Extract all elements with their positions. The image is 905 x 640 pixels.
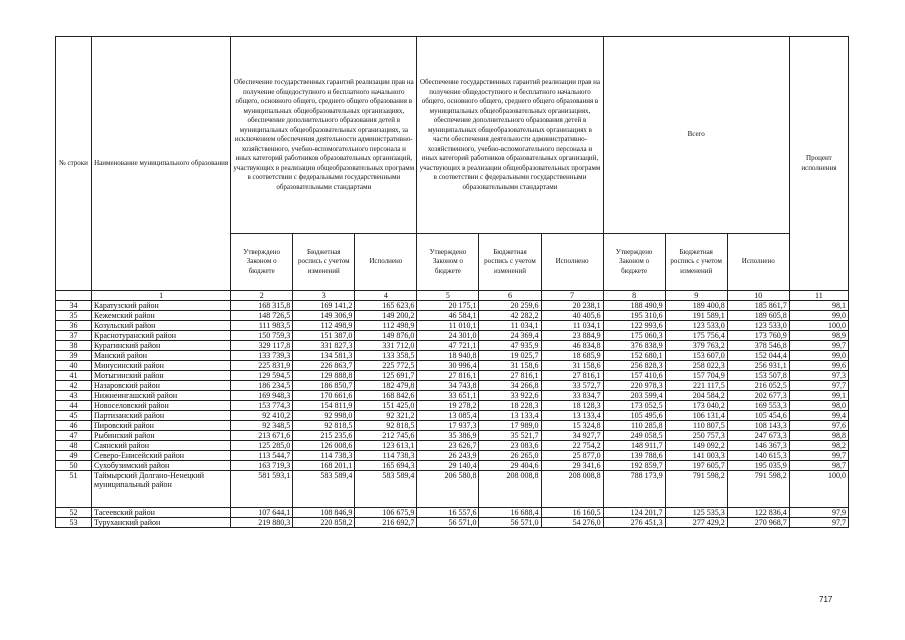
value-cell: 13 133,4	[479, 411, 541, 421]
value-cell: 175 060,3	[603, 331, 665, 341]
table-row	[56, 341, 849, 351]
column-number: 10	[727, 291, 789, 301]
value-cell: 146 367,3	[727, 441, 789, 451]
value-cell: 13 133,4	[541, 411, 603, 421]
column-number: 2	[231, 291, 293, 301]
value-cell: 29 341,6	[541, 461, 603, 471]
percent-cell: 97,7	[789, 518, 848, 528]
value-cell: 197 605,7	[665, 461, 727, 471]
table-row	[56, 361, 849, 371]
subheader-executed: Исполнено	[355, 234, 417, 291]
municipality-name-cell: Манский район	[92, 351, 231, 361]
value-cell: 157 410,6	[603, 371, 665, 381]
percent-cell: 98,0	[789, 401, 848, 411]
value-cell: 106 131,4	[665, 411, 727, 421]
value-cell: 92 321,2	[355, 411, 417, 421]
subheader-approved: Утверждено Законом о бюджете	[231, 234, 293, 291]
municipality-name-cell: Козульский район	[92, 321, 231, 331]
value-cell: 27 816,1	[541, 371, 603, 381]
table-row	[56, 381, 849, 391]
value-cell: 189 605,8	[727, 311, 789, 321]
value-cell: 329 117,8	[231, 341, 293, 351]
row-number-cell: 35	[56, 311, 92, 321]
header-group-teaching-staff: Обеспечение государственных гарантий реализации прав на получение общедоступного и бесплатного начального общего, основного общего, среднего общего образования в муниципальных общеобразовательных организациях, обеспечение дополнительного образования детей в муниципальных общеобразовательных организациях, за исключением обеспечения деятельности административно-хозяйственного, учебно-вспомогательного персонала и иных категорий работников образовательных организаций, участвующих в реализации общеобразовательных программ в соответствии с федеральными государственными образовательными стандартами	[231, 37, 417, 234]
value-cell: 250 757,3	[665, 431, 727, 441]
value-cell: 106 675,9	[355, 508, 417, 518]
value-cell: 154 811,9	[293, 401, 355, 411]
row-number-cell: 36	[56, 321, 92, 331]
value-cell: 34 927,7	[541, 431, 603, 441]
row-number-cell: 48	[56, 441, 92, 451]
row-number-cell: 37	[56, 331, 92, 341]
value-cell: 11 034,1	[541, 321, 603, 331]
column-number	[56, 291, 92, 301]
municipality-name-cell: Партизанский район	[92, 411, 231, 421]
value-cell: 169 141,2	[293, 301, 355, 311]
value-cell: 40 405,6	[541, 311, 603, 321]
value-cell: 188 490,9	[603, 301, 665, 311]
value-cell: 123 533,0	[665, 321, 727, 331]
value-cell: 25 877,0	[541, 451, 603, 461]
table-row	[56, 301, 849, 311]
value-cell: 18 128,3	[541, 401, 603, 411]
value-cell: 105 495,6	[603, 411, 665, 421]
value-cell: 173 052,5	[603, 401, 665, 411]
header-row-number: № строки	[56, 37, 92, 291]
value-cell: 125 535,3	[665, 508, 727, 518]
row-number-cell: 41	[56, 371, 92, 381]
value-cell: 151 425,0	[355, 401, 417, 411]
value-cell: 185 861,7	[727, 301, 789, 311]
value-cell: 46 584,1	[417, 311, 479, 321]
table-row	[56, 508, 849, 518]
value-cell: 108 846,9	[293, 508, 355, 518]
value-cell: 203 599,4	[603, 391, 665, 401]
value-cell: 213 671,6	[231, 431, 293, 441]
municipality-name-cell: Курагинский район	[92, 341, 231, 351]
value-cell: 33 834,7	[541, 391, 603, 401]
percent-cell: 100,0	[789, 321, 848, 331]
value-cell: 27 816,1	[417, 371, 479, 381]
value-cell: 92 998,0	[293, 411, 355, 421]
percent-cell: 98,2	[789, 441, 848, 451]
value-cell: 24 301,0	[417, 331, 479, 341]
value-cell: 149 092,2	[665, 441, 727, 451]
column-number: 6	[479, 291, 541, 301]
row-number-cell: 42	[56, 381, 92, 391]
value-cell: 141 003,3	[665, 451, 727, 461]
value-cell: 148 726,5	[231, 311, 293, 321]
value-cell: 112 498,9	[293, 321, 355, 331]
value-cell: 18 685,9	[541, 351, 603, 361]
table-body	[56, 301, 849, 528]
column-number: 9	[665, 291, 727, 301]
municipality-name-cell: Тасеевский район	[92, 508, 231, 518]
column-number: 4	[355, 291, 417, 301]
table-row	[56, 421, 849, 431]
value-cell: 123 533,0	[727, 321, 789, 331]
value-cell: 151 387,0	[293, 331, 355, 341]
value-cell: 23 083,6	[479, 441, 541, 451]
budget-execution-table	[55, 36, 849, 528]
municipality-name-cell: Назаровский район	[92, 381, 231, 391]
subheader-budget-schedule: Бюджетная роспись с учетом изменений	[479, 234, 541, 291]
table-row	[56, 451, 849, 461]
value-cell: 42 282,2	[479, 311, 541, 321]
value-cell: 105 454,6	[727, 411, 789, 421]
value-cell: 376 838,9	[603, 341, 665, 351]
table-row	[56, 471, 849, 508]
subheader-approved: Утверждено Законом о бюджете	[603, 234, 665, 291]
value-cell: 30 996,4	[417, 361, 479, 371]
value-cell: 22 754,2	[541, 441, 603, 451]
row-number-cell: 45	[56, 411, 92, 421]
value-cell: 34 743,8	[417, 381, 479, 391]
table-row	[56, 391, 849, 401]
value-cell: 29 404,6	[479, 461, 541, 471]
value-cell: 123 613,1	[355, 441, 417, 451]
municipality-name-cell: Туруханский район	[92, 518, 231, 528]
value-cell: 92 818,5	[293, 421, 355, 431]
value-cell: 331 827,3	[293, 341, 355, 351]
value-cell: 791 598,2	[665, 471, 727, 508]
value-cell: 152 680,1	[603, 351, 665, 361]
municipality-name-cell: Нижнеингашский район	[92, 391, 231, 401]
value-cell: 26 265,0	[479, 451, 541, 461]
value-cell: 20 175,1	[417, 301, 479, 311]
municipality-name-cell: Новоселовский район	[92, 401, 231, 411]
value-cell: 215 235,6	[293, 431, 355, 441]
value-cell: 247 673,3	[727, 431, 789, 441]
municipality-name-cell: Кежемский район	[92, 311, 231, 321]
value-cell: 219 880,3	[231, 518, 293, 528]
value-cell: 216 692,7	[355, 518, 417, 528]
table-row	[56, 431, 849, 441]
value-cell: 140 615,3	[727, 451, 789, 461]
row-number-cell: 53	[56, 518, 92, 528]
value-cell: 110 285,8	[603, 421, 665, 431]
row-number-cell: 39	[56, 351, 92, 361]
column-number: 8	[603, 291, 665, 301]
value-cell: 19 278,2	[417, 401, 479, 411]
percent-cell: 97,9	[789, 508, 848, 518]
column-number: 1	[92, 291, 231, 301]
municipality-name-cell: Краснотуранский район	[92, 331, 231, 341]
value-cell: 153 774,3	[231, 401, 293, 411]
percent-cell: 98,9	[789, 331, 848, 341]
value-cell: 129 594,5	[231, 371, 293, 381]
subheader-executed: Исполнено	[541, 234, 603, 291]
value-cell: 331 712,0	[355, 341, 417, 351]
table-header	[56, 37, 849, 301]
value-cell: 23 884,9	[541, 331, 603, 341]
value-cell: 581 593,1	[231, 471, 293, 508]
row-number-cell: 51	[56, 471, 92, 508]
value-cell: 23 626,7	[417, 441, 479, 451]
value-cell: 92 818,5	[355, 421, 417, 431]
value-cell: 139 788,6	[603, 451, 665, 461]
value-cell: 122 993,6	[603, 321, 665, 331]
column-number: 3	[293, 291, 355, 301]
table-row	[56, 371, 849, 381]
row-number-cell: 43	[56, 391, 92, 401]
value-cell: 173 040,2	[665, 401, 727, 411]
value-cell: 192 859,7	[603, 461, 665, 471]
municipality-name-cell: Таймырский Долгано-Ненецкий муниципальный район	[92, 471, 231, 508]
header-percent-execution: Процент исполнения	[789, 37, 848, 291]
municipality-name-cell: Минусинский район	[92, 361, 231, 371]
value-cell: 124 201,7	[603, 508, 665, 518]
percent-cell: 99,1	[789, 391, 848, 401]
value-cell: 11 034,1	[479, 321, 541, 331]
value-cell: 24 369,4	[479, 331, 541, 341]
value-cell: 189 400,8	[665, 301, 727, 311]
value-cell: 31 158,6	[541, 361, 603, 371]
value-cell: 134 581,3	[293, 351, 355, 361]
value-cell: 149 876,0	[355, 331, 417, 341]
subheader-budget-schedule: Бюджетная роспись с учетом изменений	[665, 234, 727, 291]
value-cell: 186 850,7	[293, 381, 355, 391]
municipality-name-cell: Саянский район	[92, 441, 231, 451]
value-cell: 19 025,7	[479, 351, 541, 361]
value-cell: 148 911,7	[603, 441, 665, 451]
value-cell: 173 760,9	[727, 331, 789, 341]
value-cell: 56 571,0	[479, 518, 541, 528]
value-cell: 112 498,9	[355, 321, 417, 331]
value-cell: 153 507,8	[727, 371, 789, 381]
value-cell: 153 607,0	[665, 351, 727, 361]
value-cell: 92 348,5	[231, 421, 293, 431]
value-cell: 13 085,4	[417, 411, 479, 421]
column-number: 11	[789, 291, 848, 301]
value-cell: 170 661,6	[293, 391, 355, 401]
row-number-cell: 49	[56, 451, 92, 461]
value-cell: 169 553,3	[727, 401, 789, 411]
percent-cell: 98,8	[789, 431, 848, 441]
percent-cell: 99,7	[789, 451, 848, 461]
value-cell: 15 324,8	[541, 421, 603, 431]
table-row	[56, 518, 849, 528]
percent-cell: 97,6	[789, 421, 848, 431]
value-cell: 20 238,1	[541, 301, 603, 311]
percent-cell: 97,7	[789, 381, 848, 391]
percent-cell: 99,0	[789, 351, 848, 361]
value-cell: 16 160,5	[541, 508, 603, 518]
header-group-support-staff: Обеспечение государственных гарантий реализации прав на получение общедоступного и бесплатного начального общего, основного общего, среднего общего образования в муниципальных общеобразовательных организациях, обеспечение дополнительного образования детей в муниципальных общеобразовательных организациях в части обеспечения деятельности административно-хозяйственного, учебно-вспомогательного персонала и иных категорий работников образовательных организаций, участвующих в реализации общеобразовательных программ в соответствии с федеральными государственными образовательными стандартами	[417, 37, 603, 234]
header-group-total: Всего	[603, 37, 789, 234]
subheader-budget-schedule: Бюджетная роспись с учетом изменений	[293, 234, 355, 291]
value-cell: 133 739,3	[231, 351, 293, 361]
value-cell: 226 863,7	[293, 361, 355, 371]
value-cell: 111 983,5	[231, 321, 293, 331]
table-row	[56, 461, 849, 471]
value-cell: 26 243,9	[417, 451, 479, 461]
value-cell: 165 694,3	[355, 461, 417, 471]
value-cell: 56 571,0	[417, 518, 479, 528]
percent-cell: 98,1	[789, 301, 848, 311]
value-cell: 195 310,6	[603, 311, 665, 321]
percent-cell: 98,7	[789, 461, 848, 471]
value-cell: 216 052,5	[727, 381, 789, 391]
value-cell: 168 842,6	[355, 391, 417, 401]
value-cell: 125 285,0	[231, 441, 293, 451]
subheader-approved: Утверждено Законом о бюджете	[417, 234, 479, 291]
value-cell: 17 989,0	[479, 421, 541, 431]
value-cell: 92 410,2	[231, 411, 293, 421]
percent-cell: 99,4	[789, 411, 848, 421]
row-number-cell: 47	[56, 431, 92, 441]
row-number-cell: 38	[56, 341, 92, 351]
value-cell: 206 580,8	[417, 471, 479, 508]
value-cell: 208 008,8	[541, 471, 603, 508]
value-cell: 249 058,5	[603, 431, 665, 441]
value-cell: 191 589,1	[665, 311, 727, 321]
value-cell: 114 738,3	[293, 451, 355, 461]
value-cell: 277 429,2	[665, 518, 727, 528]
value-cell: 46 834,8	[541, 341, 603, 351]
table-row	[56, 441, 849, 451]
value-cell: 20 259,6	[479, 301, 541, 311]
value-cell: 110 807,5	[665, 421, 727, 431]
row-number-cell: 44	[56, 401, 92, 411]
value-cell: 126 008,6	[293, 441, 355, 451]
table-row	[56, 331, 849, 341]
value-cell: 149 306,9	[293, 311, 355, 321]
percent-cell: 99,0	[789, 311, 848, 321]
row-number-cell: 34	[56, 301, 92, 311]
percent-cell: 97,3	[789, 371, 848, 381]
table-row	[56, 401, 849, 411]
value-cell: 122 836,4	[727, 508, 789, 518]
value-cell: 202 677,3	[727, 391, 789, 401]
row-number-cell: 46	[56, 421, 92, 431]
value-cell: 195 035,9	[727, 461, 789, 471]
value-cell: 583 589,4	[293, 471, 355, 508]
value-cell: 33 922,6	[479, 391, 541, 401]
row-number-cell: 40	[56, 361, 92, 371]
table-row	[56, 321, 849, 331]
value-cell: 788 173,9	[603, 471, 665, 508]
value-cell: 169 948,3	[231, 391, 293, 401]
value-cell: 47 935,9	[479, 341, 541, 351]
value-cell: 129 888,8	[293, 371, 355, 381]
column-number: 5	[417, 291, 479, 301]
column-number: 7	[541, 291, 603, 301]
value-cell: 18 228,3	[479, 401, 541, 411]
percent-cell: 100,0	[789, 471, 848, 508]
value-cell: 256 828,3	[603, 361, 665, 371]
value-cell: 152 044,4	[727, 351, 789, 361]
value-cell: 33 651,1	[417, 391, 479, 401]
value-cell: 168 315,8	[231, 301, 293, 311]
value-cell: 125 691,7	[355, 371, 417, 381]
value-cell: 31 158,6	[479, 361, 541, 371]
value-cell: 165 623,6	[355, 301, 417, 311]
value-cell: 208 008,8	[479, 471, 541, 508]
value-cell: 583 589,4	[355, 471, 417, 508]
value-cell: 157 704,9	[665, 371, 727, 381]
value-cell: 276 451,3	[603, 518, 665, 528]
value-cell: 33 572,7	[541, 381, 603, 391]
municipality-name-cell: Мотыгинский район	[92, 371, 231, 381]
value-cell: 220 858,2	[293, 518, 355, 528]
table-row	[56, 311, 849, 321]
value-cell: 221 117,5	[665, 381, 727, 391]
value-cell: 133 358,5	[355, 351, 417, 361]
value-cell: 182 479,8	[355, 381, 417, 391]
header-municipality-name: Наименование муниципального образования	[92, 37, 231, 291]
value-cell: 225 772,5	[355, 361, 417, 371]
value-cell: 113 544,7	[231, 451, 293, 461]
municipality-name-cell: Сухобузимский район	[92, 461, 231, 471]
percent-cell: 99,7	[789, 341, 848, 351]
row-number-cell: 52	[56, 508, 92, 518]
percent-cell: 99,6	[789, 361, 848, 371]
value-cell: 258 022,3	[665, 361, 727, 371]
value-cell: 34 266,8	[479, 381, 541, 391]
value-cell: 16 688,4	[479, 508, 541, 518]
value-cell: 47 721,1	[417, 341, 479, 351]
value-cell: 220 978,3	[603, 381, 665, 391]
value-cell: 791 598,2	[727, 471, 789, 508]
value-cell: 108 143,3	[727, 421, 789, 431]
value-cell: 107 644,1	[231, 508, 293, 518]
value-cell: 17 937,3	[417, 421, 479, 431]
value-cell: 256 931,1	[727, 361, 789, 371]
table-row	[56, 411, 849, 421]
value-cell: 270 968,7	[727, 518, 789, 528]
value-cell: 186 234,5	[231, 381, 293, 391]
value-cell: 175 756,4	[665, 331, 727, 341]
municipality-name-cell: Пировский район	[92, 421, 231, 431]
value-cell: 204 584,2	[665, 391, 727, 401]
value-cell: 150 759,3	[231, 331, 293, 341]
municipality-name-cell: Северо-Енисейский район	[92, 451, 231, 461]
municipality-name-cell: Рыбинский район	[92, 431, 231, 441]
value-cell: 149 200,2	[355, 311, 417, 321]
value-cell: 163 719,3	[231, 461, 293, 471]
value-cell: 18 940,8	[417, 351, 479, 361]
value-cell: 11 010,1	[417, 321, 479, 331]
value-cell: 225 831,9	[231, 361, 293, 371]
subheader-executed: Исполнено	[727, 234, 789, 291]
table-row	[56, 351, 849, 361]
column-number-row	[56, 291, 849, 301]
page-number: 717	[819, 595, 833, 604]
row-number-cell: 50	[56, 461, 92, 471]
value-cell: 35 386,9	[417, 431, 479, 441]
value-cell: 16 557,6	[417, 508, 479, 518]
value-cell: 114 738,3	[355, 451, 417, 461]
value-cell: 168 201,1	[293, 461, 355, 471]
value-cell: 378 546,8	[727, 341, 789, 351]
value-cell: 212 745,6	[355, 431, 417, 441]
value-cell: 27 816,1	[479, 371, 541, 381]
value-cell: 379 763,2	[665, 341, 727, 351]
value-cell: 54 276,0	[541, 518, 603, 528]
municipality-name-cell: Каратузский район	[92, 301, 231, 311]
value-cell: 29 140,4	[417, 461, 479, 471]
value-cell: 35 521,7	[479, 431, 541, 441]
